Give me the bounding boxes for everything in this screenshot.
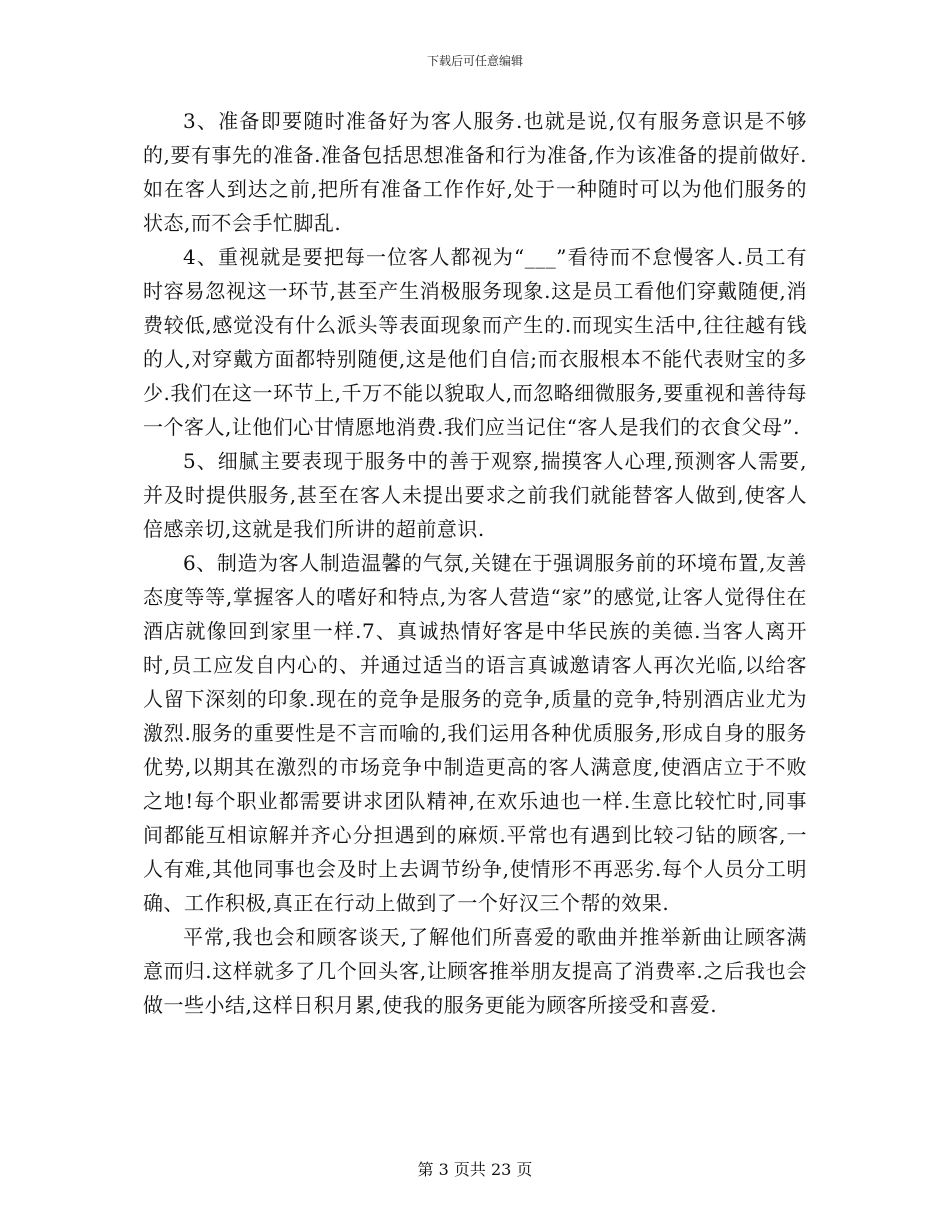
- paragraph-preparation: 3、准备即要随时准备好为客人服务.也就是说,仅有服务意识是不够的,要有事先的准备.准备包括思想准备和行为准备,作为该准备的提前做好.如在客人到达之前,把所有准备工作作好,处于一种随时可以为他们服务的状态,而不会手忙脚乱.: [143, 109, 807, 235]
- document-body: [143, 104, 807, 1022]
- paragraph-conclusion: 平常,我也会和顾客谈天,了解他们所喜爱的歌曲并推举新曲让顾客满意而归.这样就多了几个回头客,让顾客推举朋友提高了消费率.之后我也会做一些小结,这样日积月累,使我的服务更能为顾客所接受和喜爱.: [143, 925, 807, 1017]
- page-number: 第 3 页共 23 页: [417, 1160, 533, 1179]
- paragraph-detail: 5、细腻主要表现于服务中的善于观察,揣摸客人心理,预测客人需要,并及时提供服务,甚至在客人未提出要求之前我们就能替客人做到,使客人倍感亲切,这就是我们所讲的超前意识.: [143, 449, 807, 541]
- paragraph-atmosphere: 6、制造为客人制造温馨的气氛,关键在于强调服务前的环境布置,友善态度等等,掌握客人的嗜好和特点,为客人营造“家”的感觉,让客人觉得住在酒店就像回到家里一样.7、真诚热情好客是中华民族的美德.当客人离开时,员工应发自内心的、并通过适当的语言真诚邀请客人再次光临,以给客人留下深刻的印象.现在的竞争是服务的竞争,质量的竞争,特别酒店业尤为激烈.服务的重要性是不言而喻的,我们运用各种优质服务,形成自身的服务优势,以期其在激烈的市场竞争中制造更高的客人满意度,使酒店立于不败之地!每个职业都需要讲求团队精神,在欢乐迪也一样.生意比较忙时,同事间都能互相谅解并齐心分担遇到的麻烦.平常也有遇到比较刁钻的顾客,一人有难,其他同事也会及时上去调节纷争,使情形不再恶劣.每个人员分工明确、工作积极,真正在行动上做到了一个好汉三个帮的效果.: [143, 551, 807, 915]
- paragraph-attention: 4、重视就是要把每一位客人都视为“___”看待而不怠慢客人.员工有时容易忽视这一环节,甚至产生消极服务现象.这是员工看他们穿戴随便,消费较低,感觉没有什么派头等表面现象而产生的.而现实生活中,往往越有钱的人,对穿戴方面都特别随便,这是他们自信;而衣服根本不能代表财宝的多少.我们在这一环节上,千万不能以貌取人,而忽略细微服务,要重视和善待每一个客人,让他们心甘情愿地消费.我们应当记住“客人是我们的衣食父母”.: [143, 245, 807, 439]
- page-header: 下载后可任意编辑: [426, 54, 523, 68]
